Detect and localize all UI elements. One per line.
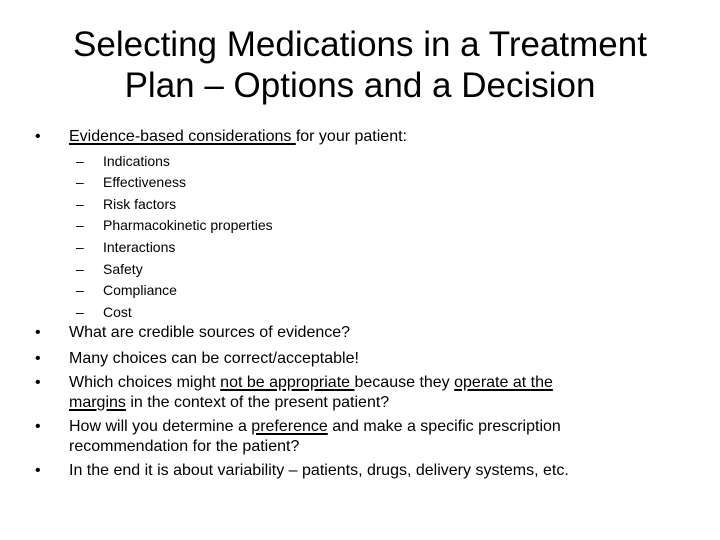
bullet-marker: • bbox=[35, 418, 41, 435]
bullet-text: What are credible sources of evidence? bbox=[69, 324, 351, 341]
title-line-2: Plan – Options and a Decision bbox=[124, 66, 596, 105]
sub-item-label: Compliance bbox=[103, 282, 177, 298]
dash-marker: – bbox=[76, 282, 84, 298]
dash-marker: – bbox=[76, 304, 84, 320]
sub-item-label: Safety bbox=[103, 261, 143, 277]
dash-marker: – bbox=[76, 217, 84, 233]
underlined-not-appropriate: not be appropriate bbox=[220, 374, 355, 391]
evidence-considerations-rest: for your patient: bbox=[295, 128, 407, 145]
bullet-text: Many choices can be correct/acceptable! bbox=[69, 350, 359, 367]
slide-title bbox=[40, 24, 680, 106]
evidence-considerations-underlined: Evidence-based considerations bbox=[69, 128, 296, 145]
text-segment: recommendation for the patient? bbox=[69, 438, 300, 455]
dash-marker: – bbox=[76, 261, 84, 277]
title-line-1: Selecting Medications in a Treatment bbox=[73, 25, 647, 64]
bullet-marker: • bbox=[35, 324, 41, 341]
sub-item-label: Effectiveness bbox=[103, 174, 187, 190]
bullet-marker: • bbox=[35, 128, 41, 145]
underlined-preference: preference bbox=[251, 418, 328, 435]
bullet-text: In the end it is about variability – patients, drugs, delivery systems, etc. bbox=[69, 462, 569, 479]
text-segment: Which choices might bbox=[69, 374, 221, 391]
sub-item-label: Indications bbox=[103, 153, 170, 169]
underlined-margins: margins bbox=[69, 394, 126, 411]
text-segment: in the context of the present patient? bbox=[125, 394, 390, 411]
dash-marker: – bbox=[76, 239, 84, 255]
dash-marker: – bbox=[76, 174, 84, 190]
sub-item-label: Risk factors bbox=[103, 196, 177, 212]
sub-item-label: Interactions bbox=[103, 239, 176, 255]
text-segment: How will you determine a bbox=[69, 418, 252, 435]
dash-marker: – bbox=[76, 196, 84, 212]
text-segment: because they bbox=[354, 374, 455, 391]
underlined-operate-at-the: operate at the bbox=[454, 374, 553, 391]
bullet-marker: • bbox=[35, 350, 41, 367]
sub-item-label: Cost bbox=[103, 304, 132, 320]
dash-marker: – bbox=[76, 153, 84, 169]
text-segment: and make a specific prescription bbox=[327, 418, 561, 435]
bullet-marker: • bbox=[35, 462, 41, 479]
sub-item-label: Pharmacokinetic properties bbox=[103, 217, 273, 233]
bullet-marker: • bbox=[35, 374, 41, 391]
